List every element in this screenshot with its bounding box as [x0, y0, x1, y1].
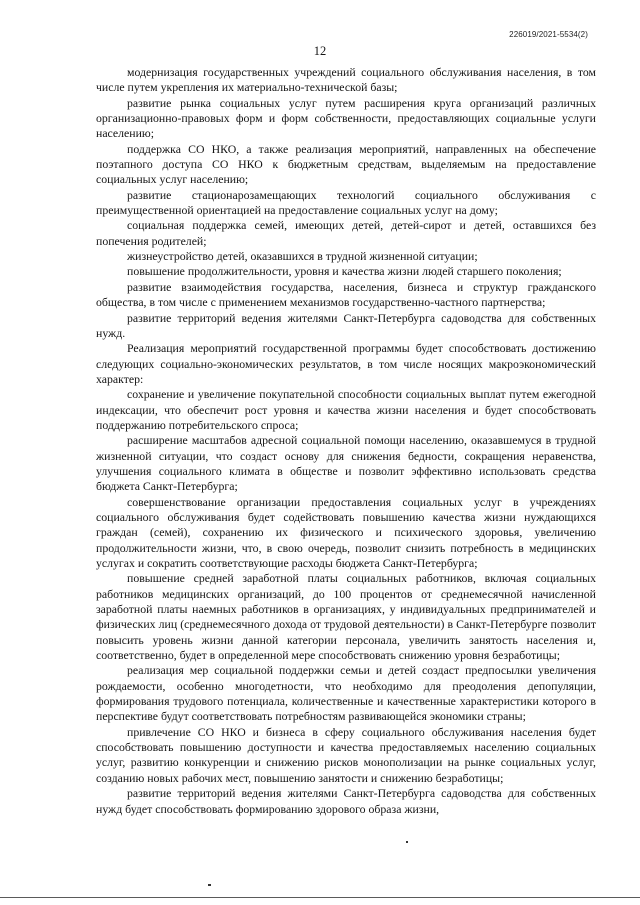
- paragraph: Реализация мероприятий государственной программы будет способствовать достижению следующих социально-экономических результатов, в том числе носящих макроэкономический характер:: [96, 341, 596, 386]
- paragraph: социальная поддержка семей, имеющих детей, детей-сирот и детей, оставшихся без попечения родителей;: [96, 218, 596, 248]
- paragraph: модернизация государственных учреждений социального обслуживания населения, в том числе путем укрепления их материально-технической базы;: [96, 65, 596, 95]
- scan-speck: [406, 841, 408, 843]
- paragraph: реализация мер социальной поддержки семьи и детей создаст предпосылки увеличения рождаемости, особенно многодетности, что необходимо для преодоления депопуляции, формирования трудового потенциала, количественные и качественные характеристики которого в перспективе будут соответствовать потребностям развивающейся экономики страны;: [96, 663, 596, 724]
- paragraph: развитие территорий ведения жителями Санкт-Петербурга садоводства для собственных нужд будет способствовать формированию здорового образа жизни,: [96, 786, 596, 816]
- paragraph: развитие рынка социальных услуг путем расширения круга организаций различных организационно-правовых форм и форм собственности, предоставляющих социальные услуги населению;: [96, 95, 596, 141]
- paragraph: развитие стационарозамещающих технологий социального обслуживания с преимущественной ориентацией на предоставление социальных услуг на дому;: [96, 187, 596, 218]
- document-body: [96, 65, 596, 817]
- page-bottom-edge: [0, 897, 640, 898]
- paragraph: совершенствование организации предоставления социальных услуг в учреждениях социального обслуживания будет содействовать повышению качества жизни нуждающихся граждан (семей), сохранению их физического и психического здоровья, увеличению продолжительности жизни, что, в свою очередь, позволит снизить потребность в медицинских услугах и сократить соответствующие расходы бюджета Санкт-Петербурга;: [96, 494, 596, 570]
- paragraph: повышение продолжительности, уровня и качества жизни людей старшего поколения;: [127, 264, 562, 279]
- paragraph: развитие взаимодействия государства, населения, бизнеса и структур гражданского общества, в том числе с применением механизмов государственно-частного партнерства;: [96, 279, 596, 310]
- paragraph: сохранение и увеличение покупательной способности социальных выплат путем ежегодной индексации, что обеспечит рост уровня и качества жизни населения и будет способствовать поддержанию потребительского спроса;: [96, 387, 596, 432]
- paragraph: развитие территорий ведения жителями Санкт-Петербурга садоводства для собственных нужд.: [96, 310, 596, 340]
- paragraph: привлечение СО НКО и бизнеса в сферу социального обслуживания населения будет способствовать повышению доступности и качества предоставляемых населению социальных услуг, развитию конкуренции и снижению рисков монополизации на рынке социальных услуг, созданию новых рабочих мест, повышению занятости и снижению безработицы;: [96, 724, 596, 785]
- page-number: 12: [313, 44, 327, 58]
- paragraph: поддержка СО НКО, а также реализация мероприятий, направленных на обеспечение поэтапного доступа СО НКО к бюджетным средствам, выделяемым на предоставление социальных услуг населению;: [96, 141, 596, 187]
- scan-speck: [208, 884, 211, 886]
- paragraph: повышение средней заработной платы социальных работников, включая социальных работников медицинских организаций, до 100 процентов от среднемесячной начисленной заработной платы наемных работников в организациях, у индивидуальных предпринимателей и физических лиц (среднемесячного дохода от трудовой деятельности) в Санкт-Петербурге позволит повысить уровень жизни данной категории персонала, увеличить занятость населения и, соответственно, будет в определенной мере способствовать снижению уровня безработицы;: [96, 571, 596, 663]
- paragraph: жизнеустройство детей, оказавшихся в трудной жизненной ситуации;: [127, 249, 478, 264]
- paragraph: расширение масштабов адресной социальной помощи населению, оказавшемуся в трудной жизненной ситуации, что создаст основу для снижения бедности, сокращения неравенства, улучшения социального климата в обществе и позволит эффективно использовать средства бюджета Санкт-Петербурга;: [96, 433, 596, 494]
- document-registration-number: 226019/2021-5534(2): [509, 30, 588, 39]
